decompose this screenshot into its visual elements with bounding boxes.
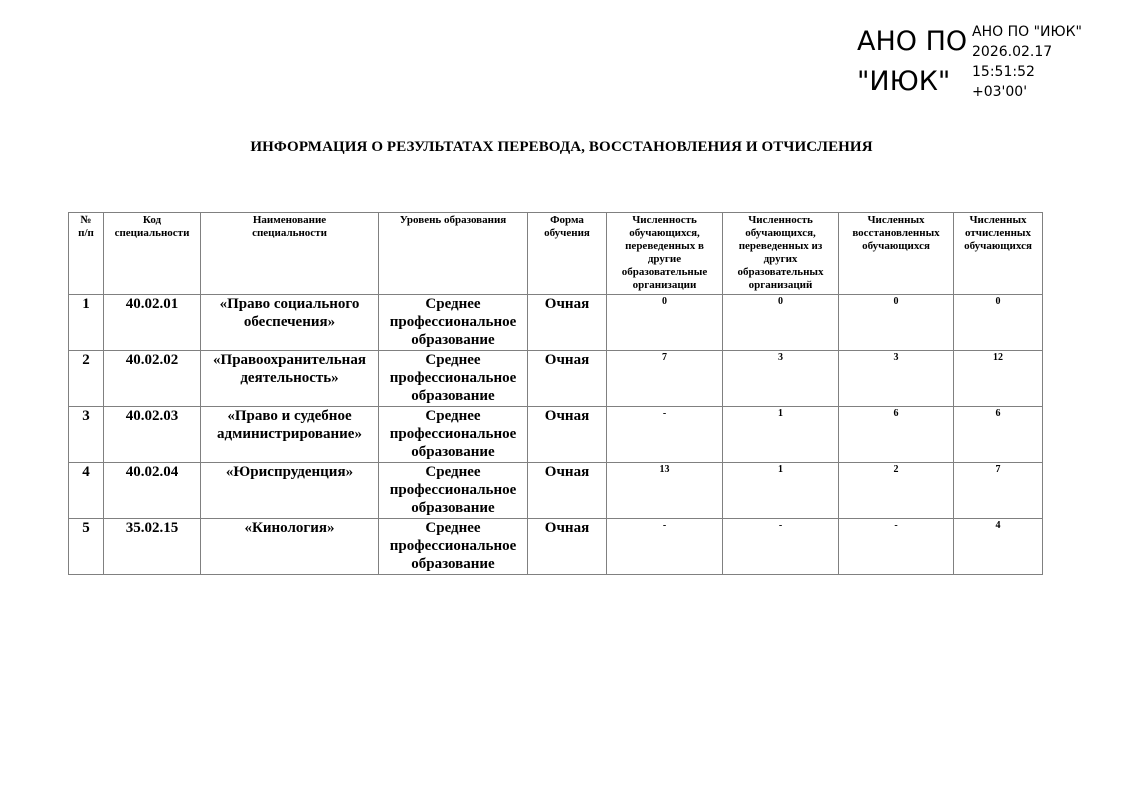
cell-transferred-out: - (607, 407, 723, 463)
signature-large-line: "ИЮК" (857, 66, 951, 97)
table-row (69, 295, 1043, 351)
cell-level: Среднее профессиональное образование (379, 351, 528, 407)
cell-transferred-out: 0 (607, 295, 723, 351)
cell-code: 40.02.01 (104, 295, 201, 351)
signature-signer: АНО ПО "ИЮК" (972, 24, 1082, 40)
cell-number: 4 (69, 463, 104, 519)
cell-expelled: 12 (954, 351, 1043, 407)
cell-restored: - (839, 519, 954, 575)
cell-restored: 0 (839, 295, 954, 351)
digital-signature (857, 20, 1107, 110)
cell-expelled: 6 (954, 407, 1043, 463)
cell-name: «Кинология» (201, 519, 379, 575)
cell-form: Очная (528, 463, 607, 519)
signature-organization-large (857, 22, 967, 102)
header-code: Код специальности (104, 213, 201, 295)
header-number: № п/п (69, 213, 104, 295)
cell-restored: 6 (839, 407, 954, 463)
header-name: Наименование специальности (201, 213, 379, 295)
cell-number: 3 (69, 407, 104, 463)
header-expelled: Численных отчисленных обучающихся (954, 213, 1043, 295)
header-transferred-out: Численность обучающихся, переведенных в другие образовательные организации (607, 213, 723, 295)
header-restored: Численных восстановленных обучающихся (839, 213, 954, 295)
cell-form: Очная (528, 295, 607, 351)
cell-code: 35.02.15 (104, 519, 201, 575)
cell-number: 1 (69, 295, 104, 351)
cell-level: Среднее профессиональное образование (379, 407, 528, 463)
cell-transferred-in: 3 (723, 351, 839, 407)
cell-number: 2 (69, 351, 104, 407)
cell-restored: 2 (839, 463, 954, 519)
cell-expelled: 0 (954, 295, 1043, 351)
table-row (69, 351, 1043, 407)
cell-transferred-in: - (723, 519, 839, 575)
cell-expelled: 4 (954, 519, 1043, 575)
cell-code: 40.02.03 (104, 407, 201, 463)
cell-transferred-out: - (607, 519, 723, 575)
cell-level: Среднее профессиональное образование (379, 519, 528, 575)
cell-transferred-out: 7 (607, 351, 723, 407)
table-row (69, 519, 1043, 575)
cell-form: Очная (528, 351, 607, 407)
cell-form: Очная (528, 519, 607, 575)
cell-name: «Правоохранительная деятельность» (201, 351, 379, 407)
cell-transferred-in: 1 (723, 407, 839, 463)
signature-date: 2026.02.17 (972, 44, 1053, 60)
header-form: Форма обучения (528, 213, 607, 295)
cell-code: 40.02.04 (104, 463, 201, 519)
cell-name: «Юриспруденция» (201, 463, 379, 519)
cell-transferred-in: 1 (723, 463, 839, 519)
cell-restored: 3 (839, 351, 954, 407)
document-title: ИНФОРМАЦИЯ О РЕЗУЛЬТАТАХ ПЕРЕВОДА, ВОССТАНОВЛЕНИЯ И ОТЧИСЛЕНИЯ (250, 139, 873, 155)
signature-timezone: +03'00' (972, 84, 1028, 100)
table-row (69, 463, 1043, 519)
table-row (69, 407, 1043, 463)
cell-name: «Право социального обеспечения» (201, 295, 379, 351)
cell-form: Очная (528, 407, 607, 463)
table-header-row (69, 213, 1043, 295)
results-table (68, 212, 1043, 575)
cell-level: Среднее профессиональное образование (379, 463, 528, 519)
cell-expelled: 7 (954, 463, 1043, 519)
cell-transferred-out: 13 (607, 463, 723, 519)
cell-name: «Право и судебное администрирование» (201, 407, 379, 463)
signature-time: 15:51:52 (972, 64, 1035, 80)
header-transferred-in: Численность обучающихся, переведенных из других образовательных организаций (723, 213, 839, 295)
cell-number: 5 (69, 519, 104, 575)
cell-level: Среднее профессиональное образование (379, 295, 528, 351)
header-level: Уровень образования (379, 213, 528, 295)
signature-details (972, 22, 1082, 102)
cell-code: 40.02.02 (104, 351, 201, 407)
cell-transferred-in: 0 (723, 295, 839, 351)
signature-large-line: АНО ПО (857, 26, 968, 57)
